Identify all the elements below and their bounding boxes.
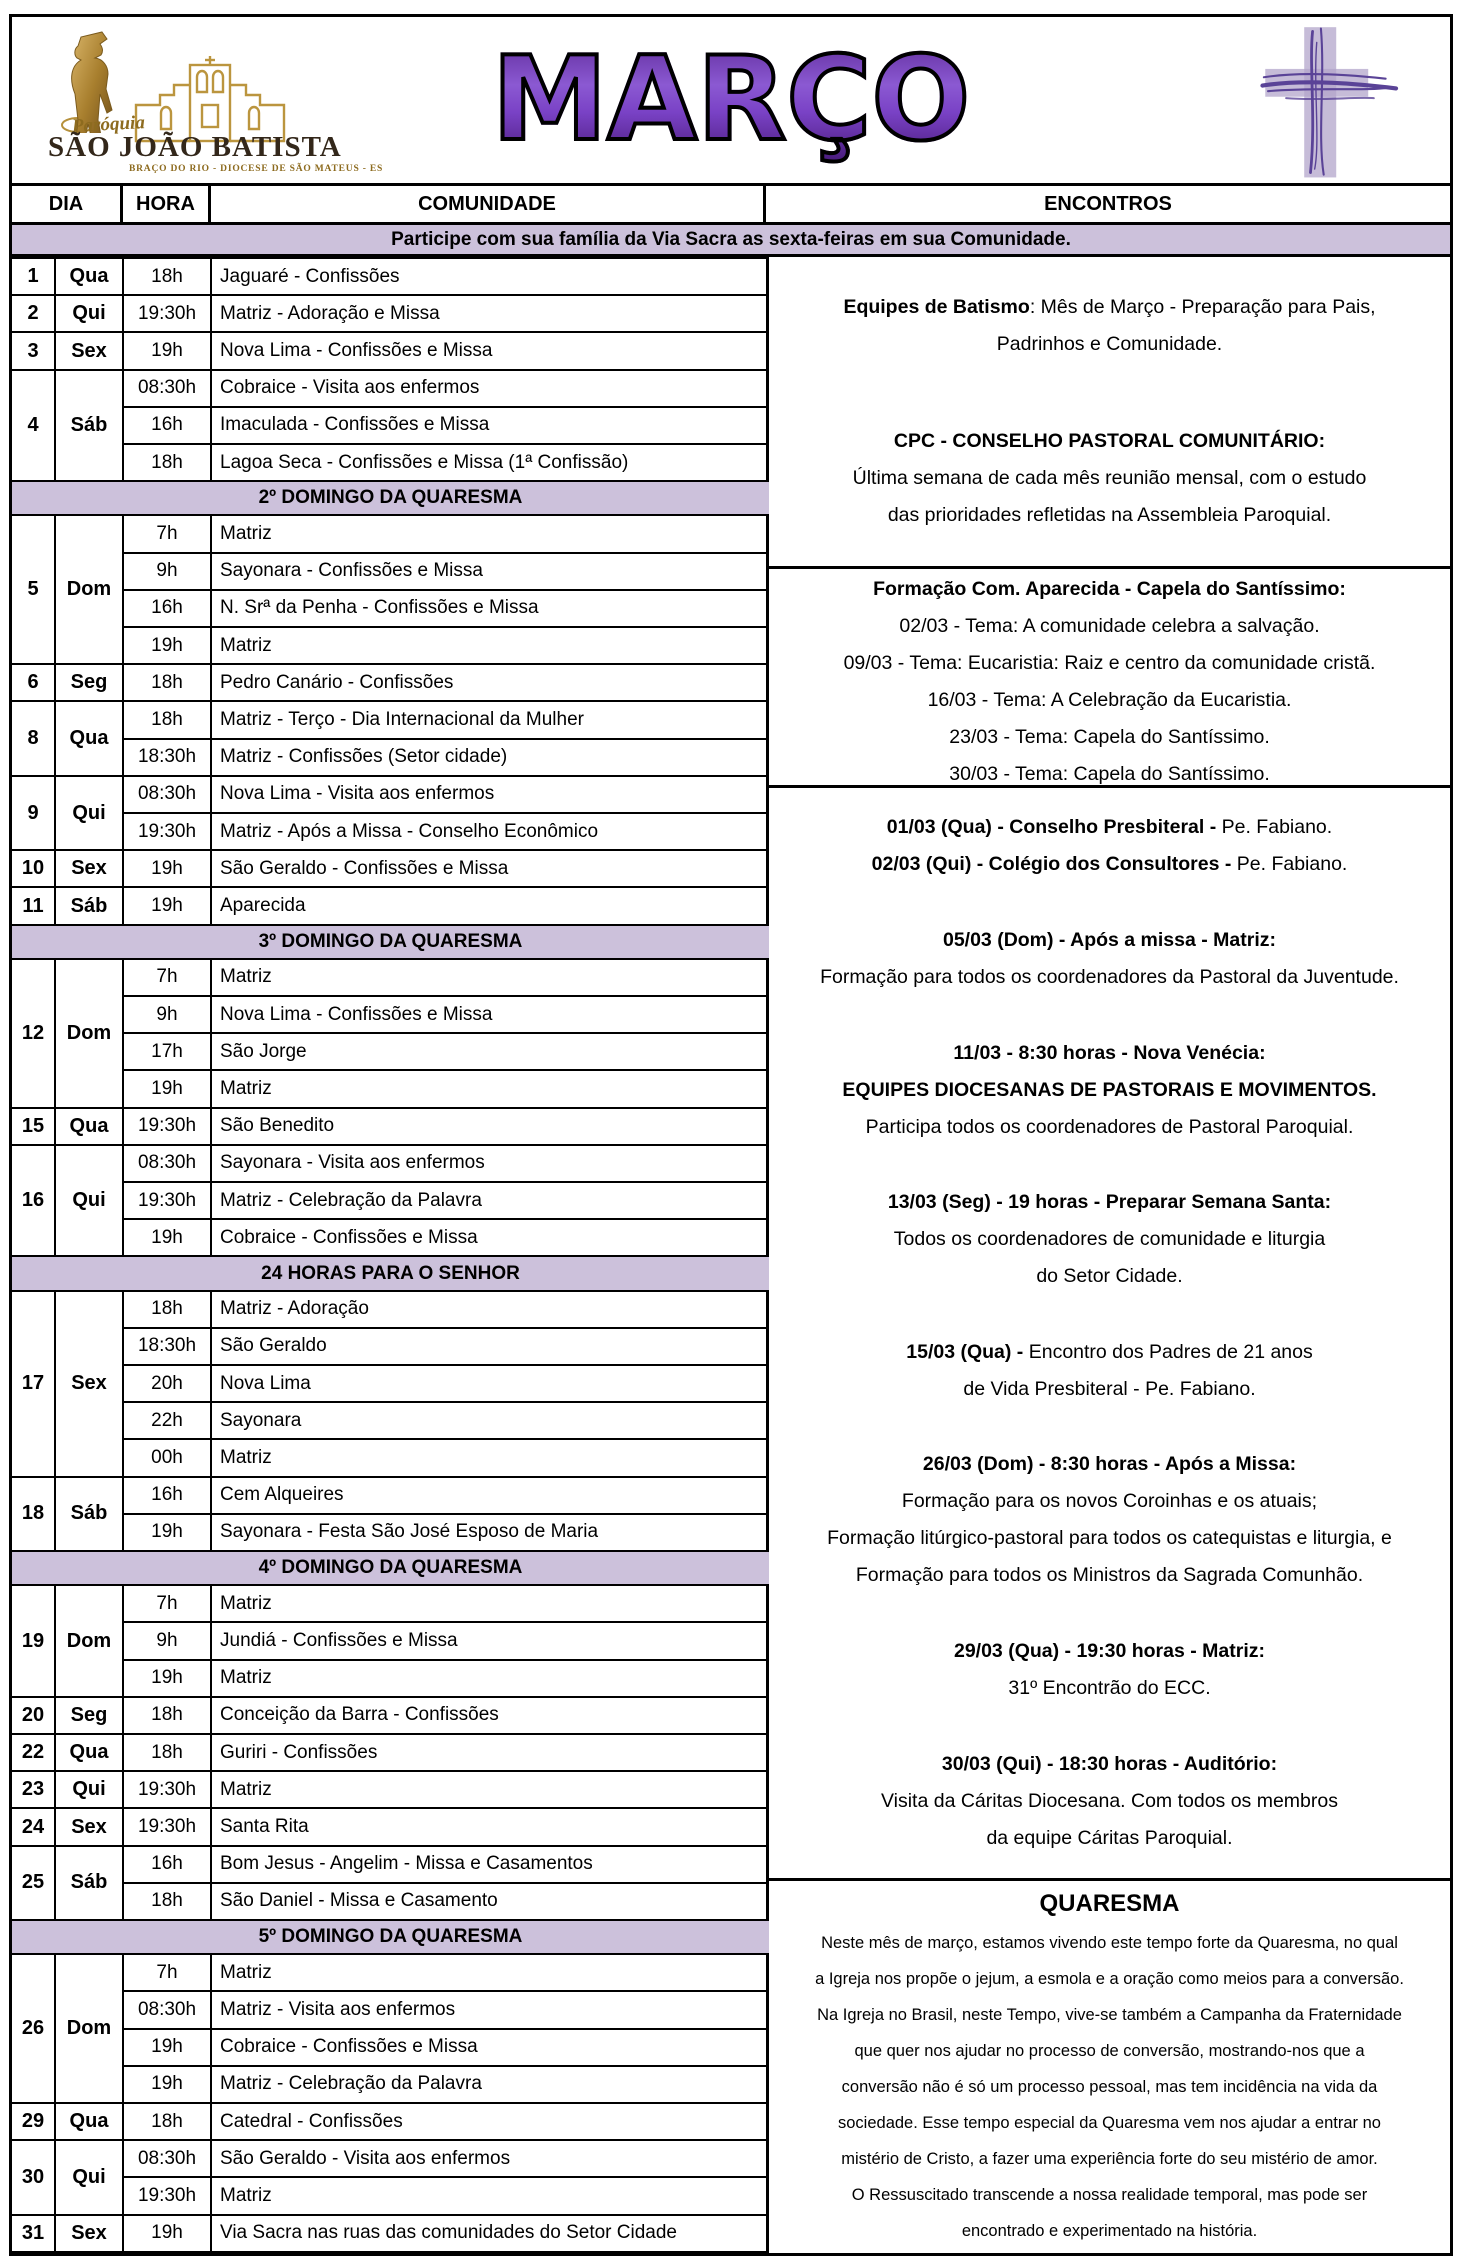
time-cell: 19:30h [123,295,211,332]
time-cell: 08:30h [123,1145,211,1182]
community-cell: Matriz - Confissões (Setor cidade) [211,739,769,776]
encontros-line: Última semana de cada mês reunião mensal, com o estudo [852,467,1367,489]
community-cell: Catedral - Confissões [211,2103,769,2140]
schedule-table [12,257,769,2253]
sunday-banner: 5º DOMINGO DA QUARESMA [12,1920,769,1954]
time-cell: 08:30h [123,370,211,407]
encontros-group [777,1925,1442,2249]
community-cell: Sayonara - Visita aos enfermos [211,1145,769,1182]
time-cell: 16h [123,1846,211,1883]
lent-cross-icon [1218,23,1428,183]
day-number-cell: 2 [12,295,55,332]
community-cell: Matriz [211,515,769,552]
community-cell: Imaculada - Confissões e Missa [211,407,769,444]
community-cell: Cem Alqueires [211,1477,769,1514]
community-cell: Matriz [211,1070,769,1107]
community-cell: Santa Rita [211,1808,769,1845]
time-cell: 19h [123,2215,211,2252]
encontros-line: CPC - CONSELHO PASTORAL COMUNITÁRIO: [893,430,1326,452]
community-cell: Matriz - Adoração e Missa [211,295,769,332]
day-number-cell: 18 [12,1477,55,1551]
weekday-cell: Qui [55,1145,123,1257]
encontros-line: do Setor Cidade. [1036,1265,1183,1288]
day-number-cell: 5 [12,515,55,664]
schedule-row [12,1328,769,1365]
community-cell: Matriz - Celebração da Palavra [211,1182,769,1219]
weekday-cell: Dom [55,1585,123,1697]
column-header-dia: DIA [12,186,123,222]
weekday-cell: Qui [55,295,123,332]
community-cell: Matriz [211,1771,769,1808]
schedule-row [12,1622,769,1659]
schedule-row [12,1182,769,1219]
column-header-encontros: ENCONTROS [1044,192,1172,215]
time-cell: 19h [123,1219,211,1256]
schedule-row [12,776,769,813]
encontros-line: encontrado e experimentado na história. [961,2222,1258,2240]
column-header-comunidade: COMUNIDADE [211,186,766,222]
time-cell: 18:30h [123,739,211,776]
time-cell: 18:30h [123,1328,211,1365]
schedule-row [12,1145,769,1182]
encontros-group [777,1334,1442,1408]
time-cell: 08:30h [123,2140,211,2177]
time-cell: 19:30h [123,2177,211,2214]
day-number-cell: 10 [12,850,55,887]
schedule-row [12,1033,769,1070]
weekday-cell: Qua [55,701,123,775]
time-cell: 18h [123,664,211,701]
schedule-row [12,1808,769,1845]
weekday-cell: Qua [55,258,123,295]
sunday-banner: 24 HORAS PARA O SENHOR [12,1256,769,1290]
column-header-hora: HORA [123,186,211,222]
community-cell: Cobraice - Confissões e Missa [211,1219,769,1256]
day-number-cell: 8 [12,701,55,775]
time-cell: 7h [123,1954,211,1991]
time-cell: 00h [123,1439,211,1476]
time-cell: 19h [123,1070,211,1107]
schedule-row [12,1402,769,1439]
community-cell: Matriz - Visita aos enfermos [211,1991,769,2028]
schedule-row [12,2066,769,2103]
community-cell: Matriz [211,1660,769,1697]
day-number-cell: 12 [12,959,55,1108]
community-cell: Pedro Canário - Confissões [211,664,769,701]
encontros-line: Neste mês de março, estamos vivendo este tempo forte da Quaresma, no qual [821,1934,1398,1952]
community-cell: Nova Lima - Visita aos enfermos [211,776,769,813]
day-number-cell: 6 [12,664,55,701]
encontros-line: das prioridades refletidas na Assembleia Paroquial. [887,504,1332,526]
time-cell: 19h [123,850,211,887]
sunday-banner: 3º DOMINGO DA QUARESMA [12,925,769,959]
schedule-row [12,1514,769,1551]
community-cell: Lagoa Seca - Confissões e Missa (1ª Confissão) [211,444,769,481]
time-cell: 7h [123,959,211,996]
encontros-section-quaresma [769,1881,1450,2253]
community-cell: São Benedito [211,1108,769,1145]
day-number-cell: 24 [12,1808,55,1845]
schedule-row [12,1291,769,1328]
sunday-banner: 2º DOMINGO DA QUARESMA [12,481,769,515]
time-cell: 19h [123,887,211,924]
time-cell: 08:30h [123,776,211,813]
day-number-cell: 11 [12,887,55,924]
day-number-cell: 25 [12,1846,55,1920]
time-cell: 18h [123,444,211,481]
schedule-row [12,1660,769,1697]
encontros-line: de Vida Presbiteral - Pe. Fabiano. [963,1377,1256,1400]
community-cell: São Geraldo - Visita aos enfermos [211,2140,769,2177]
weekday-cell: Qua [55,1734,123,1771]
schedule-row [12,1883,769,1920]
weekday-cell: Sex [55,850,123,887]
schedule-row [12,959,769,996]
weekday-cell: Dom [55,515,123,664]
day-number-cell: 16 [12,1145,55,1257]
day-number-cell: 31 [12,2215,55,2252]
community-cell: São Geraldo [211,1328,769,1365]
encontros-group [777,809,1442,883]
weekday-cell: Sex [55,2215,123,2252]
schedule-row [12,996,769,1033]
encontros-line: 23/03 - Tema: Capela do Santíssimo. [949,726,1270,748]
schedule-row [12,590,769,627]
schedule-row [12,1439,769,1476]
community-cell: Via Sacra nas ruas das comunidades do Setor Cidade [211,2215,769,2252]
time-cell: 18h [123,2103,211,2140]
encontros-group [777,1746,1442,1857]
schedule-row [12,515,769,552]
encontros-line: 01/03 (Qua) - Conselho Presbiteral - Pe. Fabiano. [886,816,1333,839]
schedule-row [12,370,769,407]
encontros-section-formacao-aparecida [769,569,1450,788]
community-cell: Bom Jesus - Angelim - Missa e Casamentos [211,1846,769,1883]
encontros-line: Formação Com. Aparecida - Capela do Santíssimo: [873,578,1346,600]
weekday-cell: Sáb [55,1846,123,1920]
encontros-group [777,1184,1442,1295]
time-cell: 19h [123,1660,211,1697]
calendar-body [12,257,1450,2253]
weekday-cell: Sáb [55,1477,123,1551]
sunday-banner-row [12,1256,769,1290]
community-cell: N. Srª da Penha - Confissões e Missa [211,590,769,627]
community-cell: São Geraldo - Confissões e Missa [211,850,769,887]
schedule-row [12,1771,769,1808]
encontros-line: 30/03 (Qui) - 18:30 horas - Auditório: [941,1752,1278,1775]
page-header [12,17,1450,183]
encontros-line: 02/03 (Qui) - Colégio dos Consultores - Pe. Fabiano. [871,853,1348,876]
sunday-banner: 4º DOMINGO DA QUARESMA [12,1551,769,1585]
weekday-cell: Seg [55,1697,123,1734]
encontros-line: a Igreja nos propõe o jejum, a esmola e a oração como meios para a conversão. [815,1970,1404,1988]
sunday-banner-row [12,1551,769,1585]
day-number-cell: 9 [12,776,55,850]
encontros-group [777,289,1442,363]
encontros-line: Formação para os novos Coroinhas e os atuais; [901,1490,1318,1513]
encontros-line: 15/03 (Qua) - Encontro dos Padres de 21 anos [906,1340,1313,1363]
time-cell: 18h [123,258,211,295]
schedule-row [12,850,769,887]
day-number-cell: 4 [12,370,55,482]
time-cell: 17h [123,1033,211,1070]
community-cell: Conceição da Barra - Confissões [211,1697,769,1734]
schedule-row [12,332,769,369]
schedule-row [12,2215,769,2252]
schedule-row [12,407,769,444]
community-cell: Matriz [211,1585,769,1622]
schedule-row [12,1477,769,1514]
encontros-line: Equipes de Batismo: Mês de Março - Preparação para Pais, [843,296,1376,318]
encontros-section-batismo-cpc [769,257,1450,569]
encontros-line: conversão não é só um processo pessoal, mas tem incidência na vida da [841,2078,1378,2096]
community-cell: Nova Lima - Confissões e Missa [211,996,769,1033]
weekday-cell: Dom [55,959,123,1108]
schedule-row [12,2140,769,2177]
community-cell: Matriz [211,2177,769,2214]
time-cell: 08:30h [123,1991,211,2028]
schedule-row [12,1697,769,1734]
schedule-row [12,258,769,295]
schedule-row [12,295,769,332]
encontros-line: que quer nos ajudar no processo de conversão, mostrando-nos que a [854,2042,1365,2060]
day-number-cell: 30 [12,2140,55,2214]
schedule-row [12,1954,769,1991]
day-number-cell: 19 [12,1585,55,1697]
encontros-line: 26/03 (Dom) - 8:30 horas - Após a Missa: [922,1453,1297,1476]
encontros-column [769,257,1450,2253]
day-number-cell: 15 [12,1108,55,1145]
time-cell: 9h [123,996,211,1033]
encontros-line: mistério de Cristo, a fazer uma experiência forte do seu mistério de amor. [841,2150,1378,2168]
weekday-cell: Dom [55,1954,123,2103]
time-cell: 19:30h [123,1108,211,1145]
schedule-row [12,2177,769,2214]
weekday-cell: Sex [55,1808,123,1845]
via-sacra-banner: Participe com sua família da Via Sacra as sexta-feiras em sua Comunidade. [12,225,1450,257]
day-number-cell: 26 [12,1954,55,2103]
encontros-group [777,1446,1442,1594]
sunday-banner-row [12,1920,769,1954]
encontros-line: 11/03 - 8:30 horas - Nova Venécia: [953,1041,1266,1064]
encontros-group [777,1633,1442,1707]
time-cell: 9h [123,553,211,590]
encontros-line: Visita da Cáritas Diocesana. Com todos os membros [880,1789,1338,1812]
time-cell: 18h [123,1883,211,1920]
day-number-cell: 22 [12,1734,55,1771]
encontros-line: 13/03 (Seg) - 19 horas - Preparar Semana Santa: [887,1191,1332,1214]
schedule-row [12,553,769,590]
schedule-row [12,444,769,481]
time-cell: 19h [123,1514,211,1551]
time-cell: 19:30h [123,1808,211,1845]
schedule-table-wrap [12,257,769,2253]
quaresma-title: QUARESMA [1039,1890,1180,1917]
schedule-row [12,887,769,924]
encontros-group [777,1035,1442,1146]
time-cell: 19:30h [123,1771,211,1808]
schedule-row [12,1108,769,1145]
time-cell: 16h [123,407,211,444]
community-cell: Matriz [211,959,769,996]
weekday-cell: Sex [55,1291,123,1477]
community-cell: Sayonara - Festa São José Esposo de Maria [211,1514,769,1551]
schedule-row [12,1219,769,1256]
time-cell: 20h [123,1365,211,1402]
day-number-cell: 20 [12,1697,55,1734]
encontros-line: 09/03 - Tema: Eucaristia: Raiz e centro da comunidade cristã. [843,652,1376,674]
weekday-cell: Qui [55,776,123,850]
time-cell: 18h [123,1697,211,1734]
encontros-line: EQUIPES DIOCESANAS DE PASTORAIS E MOVIMENTOS. [842,1078,1377,1101]
encontros-line: 05/03 (Dom) - Após a missa - Matriz: [942,928,1277,951]
encontros-group [777,922,1442,996]
community-cell: Matriz - Adoração [211,1291,769,1328]
community-cell: Cobraice - Visita aos enfermos [211,370,769,407]
schedule-row [12,1365,769,1402]
encontros-line: Padrinhos e Comunidade. [996,333,1223,355]
day-number-cell: 1 [12,258,55,295]
day-number-cell: 23 [12,1771,55,1808]
weekday-cell: Qua [55,1108,123,1145]
community-cell: Aparecida [211,887,769,924]
table-column-headers [12,183,1450,225]
community-cell: Matriz [211,627,769,664]
community-cell: Sayonara [211,1402,769,1439]
sunday-banner-row [12,481,769,515]
encontros-line: Todos os coordenadores de comunidade e liturgia [893,1228,1326,1251]
time-cell: 18h [123,701,211,738]
time-cell: 19h [123,2066,211,2103]
time-cell: 19:30h [123,1182,211,1219]
time-cell: 7h [123,1585,211,1622]
weekday-cell: Sex [55,332,123,369]
day-number-cell: 17 [12,1291,55,1477]
month-title: MARÇO [12,25,1450,175]
encontros-line: Formação para todos os Ministros da Sagrada Comunhão. [855,1564,1364,1587]
schedule-row [12,1070,769,1107]
encontros-group [777,423,1442,534]
community-cell: Matriz - Após a Missa - Conselho Econômico [211,813,769,850]
schedule-row [12,1734,769,1771]
schedule-body [12,258,769,2252]
community-cell: São Daniel - Missa e Casamento [211,1883,769,1920]
weekday-cell: Qui [55,1771,123,1808]
day-number-cell: 29 [12,2103,55,2140]
calendar-sheet [9,14,1453,2256]
encontros-section-agenda [769,788,1450,1881]
weekday-cell: Sáb [55,370,123,482]
community-cell: Nova Lima - Confissões e Missa [211,332,769,369]
day-number-cell: 3 [12,332,55,369]
community-cell: Guriri - Confissões [211,1734,769,1771]
encontros-group [777,571,1442,793]
community-cell: Jaguaré - Confissões [211,258,769,295]
weekday-cell: Qua [55,2103,123,2140]
community-cell: São Jorge [211,1033,769,1070]
time-cell: 7h [123,515,211,552]
schedule-row [12,627,769,664]
schedule-row [12,2029,769,2066]
encontros-line: 29/03 (Qua) - 19:30 horas - Matriz: [953,1640,1265,1663]
encontros-line: da equipe Cáritas Paroquial. [986,1826,1233,1849]
community-cell: Sayonara - Confissões e Missa [211,553,769,590]
encontros-line: Formação para todos os coordenadores da Pastoral da Juventude. [820,965,1399,988]
community-cell: Matriz [211,1439,769,1476]
time-cell: 9h [123,1622,211,1659]
time-cell: 22h [123,1402,211,1439]
time-cell: 18h [123,1734,211,1771]
schedule-row [12,1846,769,1883]
sunday-banner-row [12,925,769,959]
time-cell: 19h [123,627,211,664]
weekday-cell: Sáb [55,887,123,924]
community-cell: Cobraice - Confissões e Missa [211,2029,769,2066]
time-cell: 19h [123,2029,211,2066]
community-cell: Matriz - Terço - Dia Internacional da Mulher [211,701,769,738]
schedule-row [12,701,769,738]
encontros-line: Na Igreja no Brasil, neste Tempo, vive-se também a Campanha da Fraternidade [817,2006,1402,2024]
schedule-row [12,2103,769,2140]
time-cell: 19h [123,332,211,369]
weekday-cell: Seg [55,664,123,701]
schedule-row [12,739,769,776]
encontros-line: 31º Encontrão do ECC. [1008,1677,1211,1700]
schedule-row [12,813,769,850]
schedule-row [12,1991,769,2028]
time-cell: 19:30h [123,813,211,850]
encontros-line: 16/03 - Tema: A Celebração da Eucaristia. [927,689,1292,711]
time-cell: 16h [123,1477,211,1514]
community-cell: Matriz [211,1954,769,1991]
encontros-line: Participa todos os coordenadores de Pastoral Paroquial. [865,1115,1354,1138]
encontros-line: 30/03 - Tema: Capela do Santíssimo. [949,763,1270,785]
encontros-line: sociedade. Esse tempo especial da Quaresma vem nos ajudar a entrar no [838,2114,1381,2132]
encontros-line: O Ressuscitado transcende a nossa realidade temporal, mas pode ser [851,2186,1368,2204]
schedule-row [12,664,769,701]
time-cell: 18h [123,1291,211,1328]
encontros-line: 02/03 - Tema: A comunidade celebra a salvação. [899,615,1320,637]
schedule-row [12,1585,769,1622]
community-cell: Matriz - Celebração da Palavra [211,2066,769,2103]
community-cell: Nova Lima [211,1365,769,1402]
time-cell: 16h [123,590,211,627]
weekday-cell: Qui [55,2140,123,2214]
community-cell: Jundiá - Confissões e Missa [211,1622,769,1659]
encontros-line: Formação litúrgico-pastoral para todos os catequistas e liturgia, e [827,1527,1392,1550]
